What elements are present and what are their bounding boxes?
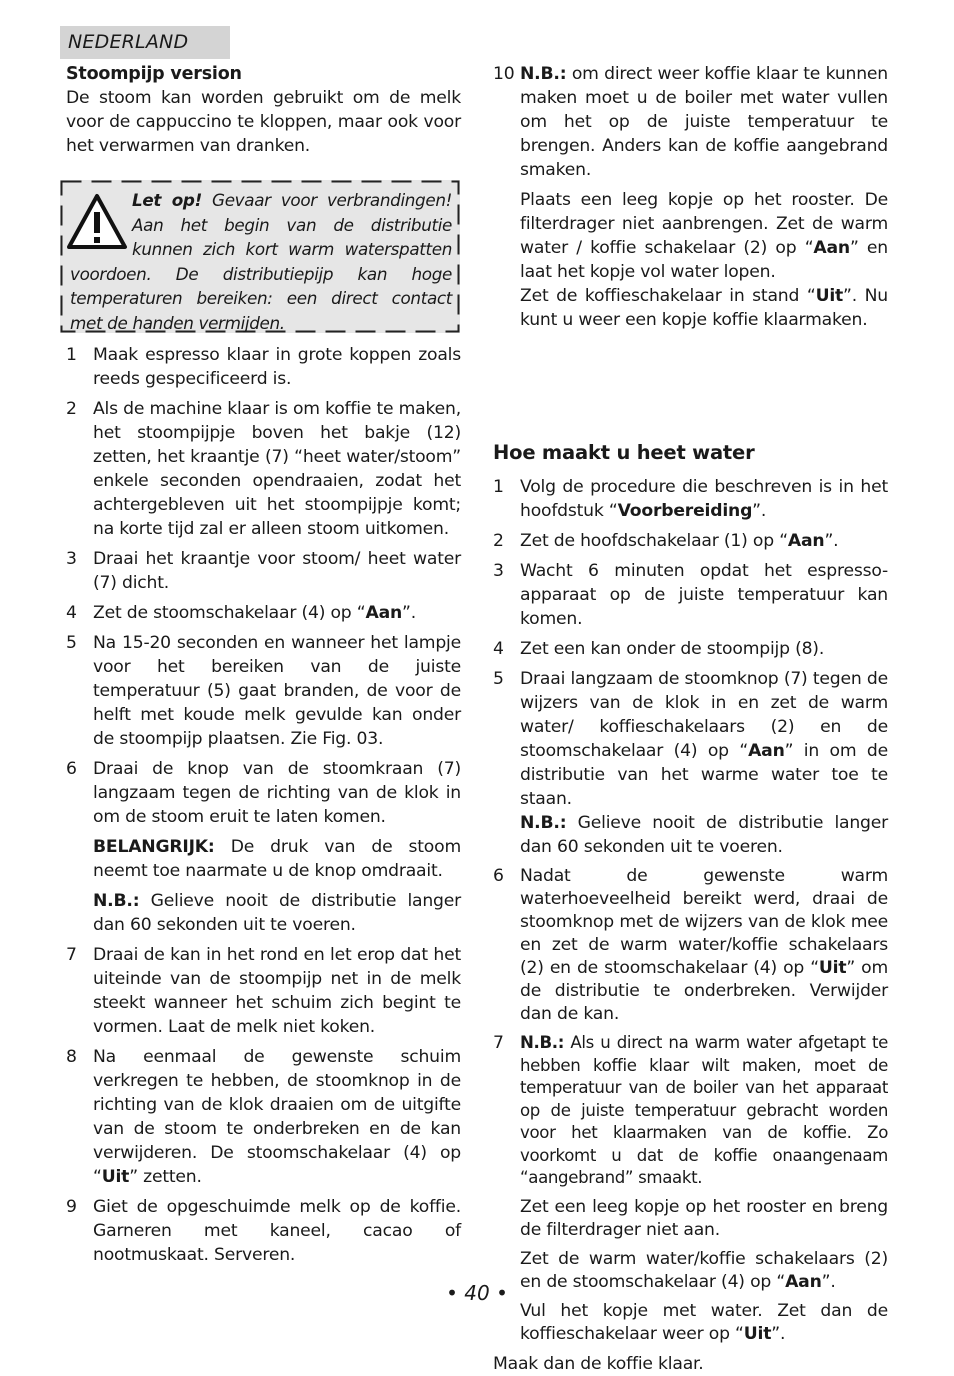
list-item: 4 Zet de stoomschakelaar (4) op “Aan”. bbox=[66, 603, 416, 623]
right-column bbox=[493, 62, 888, 1376]
warning-label: Let op! bbox=[132, 190, 202, 210]
list-item: 1 Maak espresso klaar in grote koppen zoals reeds gespecificeerd is. bbox=[66, 345, 461, 389]
list-item: 5 Na 15-20 seconden en wanneer het lampje voor het bereiken van de juiste temperatuur (5) gaat branden, de voor de helft met koude melk gevulde kan onder de stoompijp plaatsen. Zie Fig. 03. bbox=[66, 633, 461, 749]
list-item: 1 Volg de procedure die beschreven is in het hoofdstuk “Voorbereiding”. bbox=[493, 477, 888, 521]
list-item: 9 Giet de opgeschuimde melk op de koffie. Garneren met kaneel, cacao of nootmuskaat. Serveren. bbox=[66, 1197, 461, 1265]
list-item: 3 Draai het kraantje voor stoom/ heet water (7) dicht. bbox=[66, 549, 461, 593]
nb-note: N.B.: Gelieve nooit de distributie langer dan 60 sekonden uit te voeren. bbox=[520, 813, 888, 857]
warning-body: Gevaar voor verbrandingen! Aan het begin van de distributie kunnen zich kort warm waterspatten voordoen. De distributiepijp kan hoge temperaturen bereiken: een direct contact met de handen vermijden. bbox=[70, 190, 452, 333]
warning-text bbox=[70, 188, 452, 335]
list-item: 5 Draai langzaam de stoomknop (7) tegen de wijzers van de klok in en zet de warm water/ koffieschakelaars (2) en de stoomschakelaar (4) op “Aan” in om de distributie van het warme water toe te staan. N.B.: Gelieve nooit de distributie langer dan 60 sekonden uit te voeren. bbox=[493, 669, 888, 857]
list-item: 8 Na eenmaal de gewenste schuim verkregen te hebben, de stoomknop in de richting van de klok draaien om de uitgifte van de stoom te onderbreken en de kan verwijderen. De stoomschakelaar (4) op “Uit” zetten. bbox=[66, 1047, 461, 1187]
list-item: 3 Wacht 6 minuten opdat het espresso-apparaat op de juiste temperatuur kan komen. bbox=[493, 561, 888, 629]
language-tab: NEDERLAND bbox=[60, 26, 230, 59]
nb-note: N.B.: Gelieve nooit de distributie langer dan 60 sekonden uit te voeren. bbox=[93, 891, 461, 935]
list-item: 10 N.B.: om direct weer koffie klaar te kunnen maken moet u de boiler met water vullen om het op de juiste temperatuur te brengen. Anders kan de koffie aangebrand smaken. Plaats een leeg kopje op het rooster. De filterdrager niet aanbrengen. Zet de warm water / koffie schakelaar (2) op “Aan” en laat het kopje vol water lopen. Zet de koffieschakelaar in stand “Uit”. Nu kunt u weer een kopje koffie klaarmaken. bbox=[493, 64, 888, 330]
list-item: 4 Zet een kan onder de stoompijp (8). bbox=[493, 639, 825, 659]
closing-line: Maak dan de koffie klaar. bbox=[493, 1353, 704, 1374]
left-column bbox=[66, 62, 461, 1273]
section-title-heet-water: Hoe maakt u heet water bbox=[493, 441, 755, 464]
page-number: • 40 • bbox=[446, 1281, 508, 1305]
list-item: 6 Draai de knop van de stoomkraan (7) langzaam tegen de richting van de klok in om de stoom eruit te laten komen. BELANGRIJK: De druk van de stoom neemt toe naarmate u de knop omdraait. N.B.: Gelieve nooit de distributie langer dan 60 sekonden uit te voeren. bbox=[66, 759, 461, 935]
belangrijk-note: BELANGRIJK: De druk van de stoom neemt toe naarmate u de knop omdraait. bbox=[93, 837, 461, 881]
intro-paragraph: De stoom kan worden gebruikt om de melk voor de cappuccino te kloppen, maar ook voor het verwarmen van dranken. bbox=[66, 88, 461, 156]
list-item: 7 Draai de kan in het rond en let erop dat het uiteinde van de stoompijp net in de melk steekt wanneer het schuim zich begint te vormen. Laat de melk niet koken. bbox=[66, 945, 461, 1037]
warning-box bbox=[60, 180, 460, 333]
list-item: 2 Zet de hoofdschakelaar (1) op “Aan”. bbox=[493, 531, 839, 551]
list-item: 7 N.B.: Als u direct na warm water afgetapt te hebben koffie klaar wilt maken, moet de temperatuur van de boiler van het apparaat op de juiste temperatuur gebracht worden voor het klaarmaken van de koffie. Zo voorkomt u dat de koffie onaangenaam “aangebrand” smaakt. Zet een leeg kopje op het rooster en breng de filterdrager niet aan. Zet de warm water/koffie schakelaars (2) en de stoomschakelaar (4) op “Aan”. Vul het kopje met water. Zet dan de koffieschakelaar weer op “Uit”. bbox=[493, 1033, 888, 1344]
list-item: 6 Nadat de gewenste warm waterhoeveelheid bereikt werd, draai de stoomknop met de wijzers van de klok mee en zet de warm water/koffie schakelaars (2) en de stoomschakelaar (4) op “Uit” om de distributie te onderbreken. Verwijder dan de kan. bbox=[493, 866, 889, 1024]
list-item: 2 Als de machine klaar is om koffie te maken, het stoompijpje boven het bakje (12) zetten, het kraantje (7) “heet water/stoom” enkele seconden opendraaien, zodat het achtergebleven uit het stoompijpje komt; na korte tijd zal er alleen stoom uitkomen. bbox=[66, 399, 461, 539]
section-title-stoompijp: Stoompijp version bbox=[66, 64, 242, 84]
